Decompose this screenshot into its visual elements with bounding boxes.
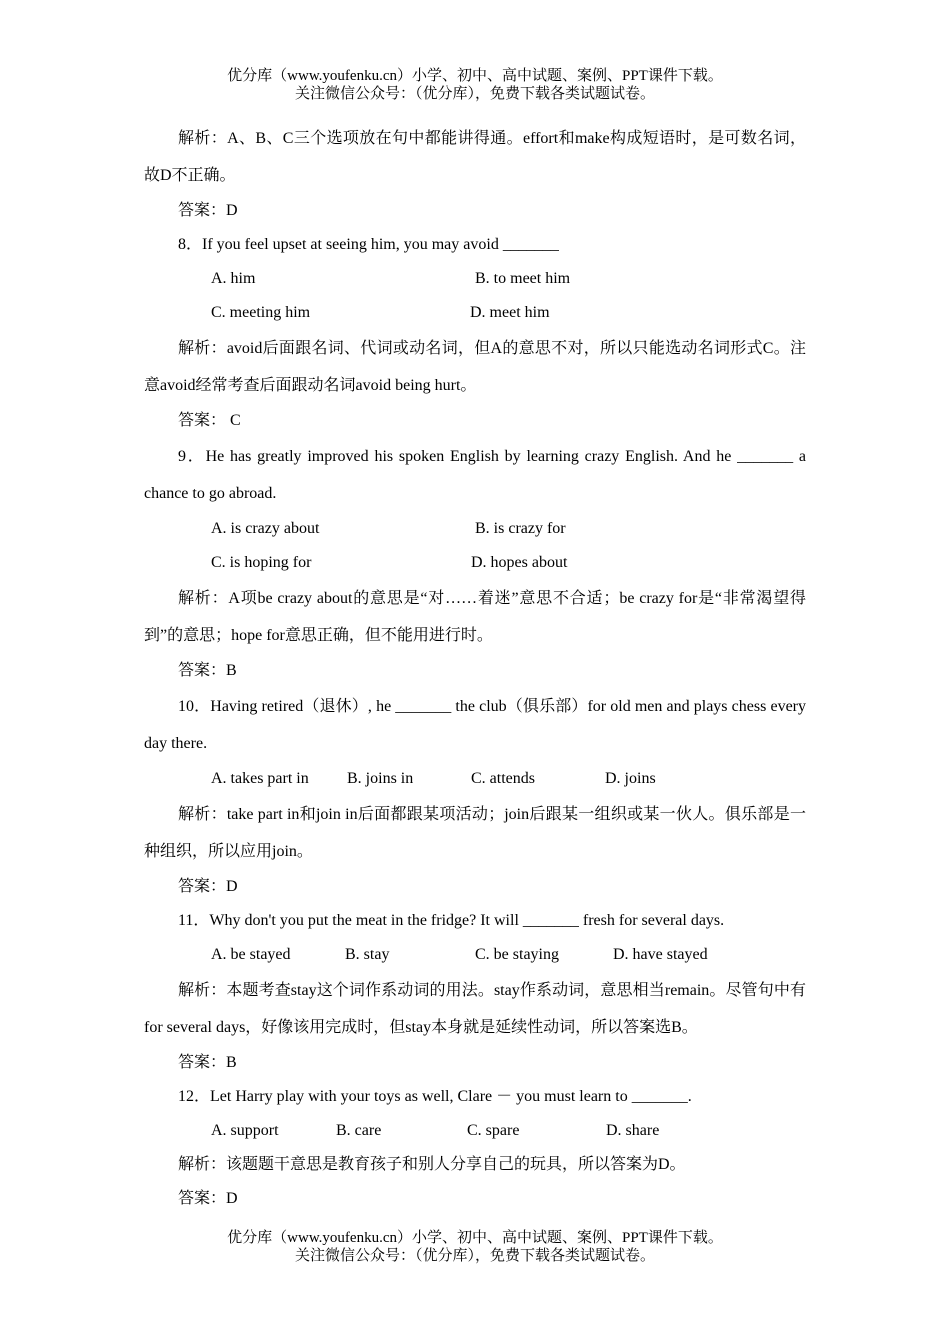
- footer-line-2: 关注微信公众号：（优分库），免费下载各类试题试卷。: [294, 1248, 655, 1264]
- q11-option-a: A. be stayed: [211, 946, 291, 963]
- q8-analysis: 解析：avoid后面跟名词、代词或动名词，但A的意思不对，所以只能选动名词形式C。注意avoid经常考查后面跟动名词avoid being hurt。: [144, 340, 806, 394]
- q10-stem: 10．Having retired（退休）, he _______ the club（俱乐部）for old men and plays chess every day there.: [144, 698, 806, 752]
- q11-stem: 11．Why don't you put the meat in the fridge? It will _______ fresh for several days.: [178, 912, 725, 929]
- q9-option-c: C. is hoping for: [211, 554, 312, 571]
- q8-options-row-2: [144, 296, 806, 330]
- q12-option-d: D. share: [606, 1122, 660, 1139]
- q11-option-c: C. be staying: [475, 946, 559, 963]
- q8-answer: 答案： C: [178, 412, 241, 429]
- q11-answer: 答案：B: [178, 1054, 237, 1071]
- q9-answer: 答案：B: [178, 662, 237, 679]
- q8-option-a: A. him: [211, 270, 256, 287]
- q8-option-d: D. meet him: [470, 304, 550, 321]
- q9-stem: 9．He has greatly improved his spoken English by learning crazy English. And he _______ a chance to go abroad.: [144, 448, 806, 502]
- q9-option-b: B. is crazy for: [475, 520, 566, 537]
- q12-option-b: B. care: [336, 1122, 382, 1139]
- page-footer: [0, 1229, 950, 1265]
- q11-analysis: 解析：本题考查stay这个词作系动词的用法。stay作系动词，意思相当remain。尽管句中有for several days，好像该用完成时，但stay本身就是延续性动词，所以答案选B。: [144, 982, 806, 1036]
- q11-option-d: D. have stayed: [613, 946, 708, 963]
- question-content: [144, 120, 806, 1216]
- q12-option-c: C. spare: [467, 1122, 520, 1139]
- q10-answer: 答案：D: [178, 878, 238, 895]
- q10-option-c: C. attends: [471, 770, 535, 787]
- q9-option-d: D. hopes about: [471, 554, 568, 571]
- q12-stem: 12．Let Harry play with your toys as well, Clare － you must learn to _______.: [178, 1088, 692, 1105]
- q9-analysis: 解析：A项be crazy about的意思是“对……着迷”意思不合适；be crazy for是“非常渴望得到”的意思；hope for意思正确，但不能用进行时。: [144, 590, 806, 644]
- header-line-2: 关注微信公众号：（优分库），免费下载各类试题试卷。: [294, 86, 655, 102]
- q8-options-row-1: [144, 262, 806, 296]
- q12-options-row: [144, 1114, 806, 1148]
- footer-line-1: 优分库（www.youfenku.cn）小学、初中、高中试题、案例、PPT课件下载。: [227, 1230, 723, 1246]
- q12-answer: 答案：D: [178, 1190, 238, 1207]
- header-line-1: 优分库（www.youfenku.cn）小学、初中、高中试题、案例、PPT课件下载。: [227, 68, 723, 84]
- q7-answer: 答案：D: [178, 202, 238, 219]
- q11-option-b: B. stay: [345, 946, 390, 963]
- q10-option-d: D. joins: [605, 770, 656, 787]
- q9-option-a: A. is crazy about: [211, 520, 320, 537]
- q7-analysis: 解析：A、B、C三个选项放在句中都能讲得通。effort和make构成短语时，是可数名词，故D不正确。: [144, 130, 806, 184]
- q10-option-b: B. joins in: [347, 770, 414, 787]
- q9-options-row-1: [144, 512, 806, 546]
- q10-option-a: A. takes part in: [211, 770, 309, 787]
- q8-option-b: B. to meet him: [475, 270, 571, 287]
- q12-analysis: 解析：该题题干意思是教育孩子和别人分享自己的玩具，所以答案为D。: [178, 1156, 686, 1173]
- q10-options-row: [144, 762, 806, 796]
- q11-options-row: [144, 938, 806, 972]
- q10-analysis: 解析：take part in和join in后面都跟某项活动；join后跟某一组织或某一伙人。俱乐部是一种组织，所以应用join。: [144, 806, 806, 860]
- page-header: [0, 67, 950, 103]
- q8-stem: 8．If you feel upset at seeing him, you may avoid _______: [178, 236, 559, 253]
- q12-option-a: A. support: [211, 1122, 279, 1139]
- q9-options-row-2: [144, 546, 806, 580]
- q8-option-c: C. meeting him: [211, 304, 311, 321]
